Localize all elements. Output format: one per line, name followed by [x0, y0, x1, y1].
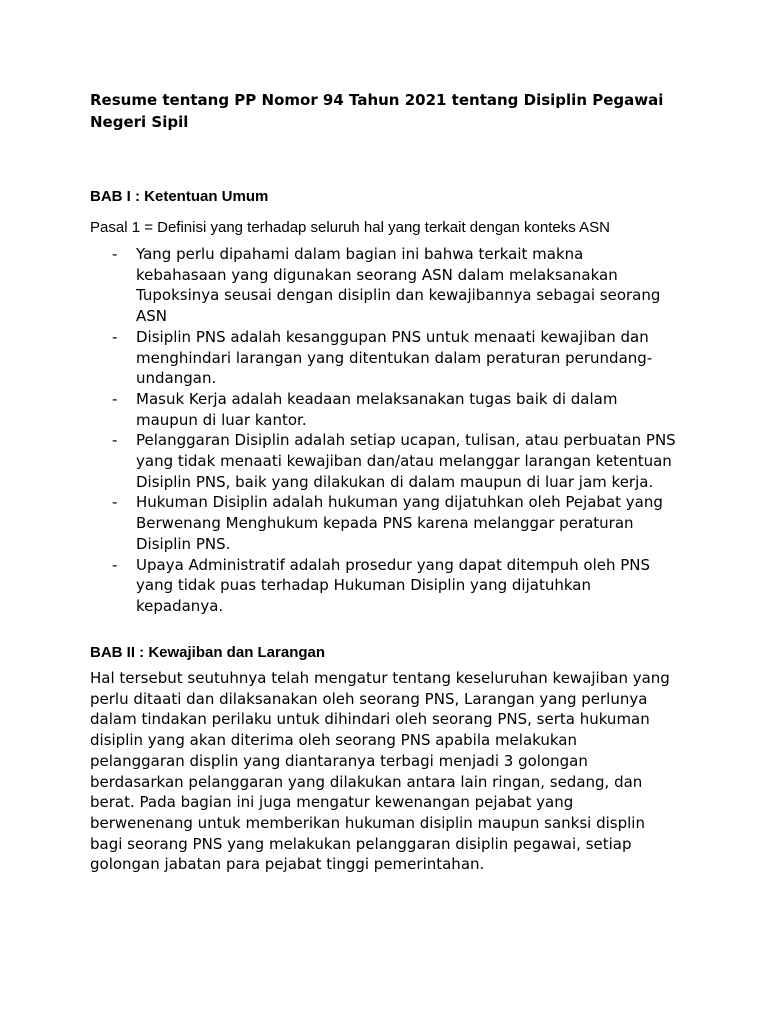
- list-item-line: maupun di luar kantor.: [136, 410, 307, 429]
- list-item-line: undangan.: [136, 369, 217, 388]
- bab2-heading: BAB II : Kewajiban dan Larangan: [90, 644, 326, 661]
- definition-list: [90, 244, 690, 617]
- list-item-line: menghindari larangan yang ditentukan dalam peraturan perundang-: [136, 348, 653, 367]
- list-item-line: kebahasaan yang digunakan seorang ASN dalam melaksanakan: [136, 265, 618, 284]
- list-item-line: Masuk Kerja adalah keadaan melaksanakan tugas baik di dalam: [136, 389, 618, 408]
- bullet-dash: -: [112, 493, 118, 512]
- bullet-dash: -: [112, 245, 118, 263]
- bab2-paragraph: [90, 668, 690, 875]
- paragraph-line: berat. Pada bagian ini juga mengatur kewenangan pejabat yang: [90, 793, 574, 812]
- list-item-line: ASN: [136, 307, 168, 326]
- document-title-line: Resume tentang PP Nomor 94 Tahun 2021 tentang Disiplin Pegawai: [90, 91, 664, 109]
- paragraph-line: perlu ditaati dan dilaksanakan oleh seorang PNS, Larangan yang perlunya: [90, 689, 648, 708]
- list-item: [90, 389, 690, 430]
- list-item: [90, 327, 690, 389]
- list-item-line: Hukuman Disiplin adalah hukuman yang dijatuhkan oleh Pejabat yang: [136, 493, 663, 512]
- list-item-line: Pelanggaran Disiplin adalah setiap ucapan, tulisan, atau perbuatan PNS: [136, 431, 676, 450]
- paragraph-line: disiplin yang akan diterima oleh seorang PNS apabila melakukan: [90, 731, 578, 750]
- bab1-heading: BAB I : Ketentuan Umum: [90, 188, 269, 205]
- bullet-dash: -: [112, 431, 118, 450]
- list-item: [90, 555, 690, 617]
- list-item-line: Berwenang Menghukum kepada PNS karena melanggar peraturan: [136, 514, 634, 533]
- document-title: [90, 89, 690, 133]
- list-item-line: kepadanya.: [136, 596, 224, 615]
- list-item-line: yang tidak puas terhadap Hukuman Disiplin yang dijatuhkan: [136, 576, 591, 595]
- bullet-dash: -: [112, 389, 118, 408]
- list-item-line: Disiplin PNS.: [136, 534, 231, 553]
- list-item-line: Disiplin PNS, baik yang dilakukan di dalam maupun di luar jam kerja.: [136, 472, 654, 491]
- paragraph-line: pelanggaran displin yang diantaranya terbagi menjadi 3 golongan: [90, 751, 588, 770]
- list-item: [90, 430, 690, 492]
- bullet-dash: -: [112, 327, 118, 346]
- paragraph-line: berdasarkan pelanggaran yang dilakukan antara lain ringan, sedang, dan: [90, 772, 643, 791]
- bullet-dash: -: [112, 555, 118, 574]
- pasal-1-definition: Pasal 1 = Definisi yang terhadap seluruh hal yang terkait dengan konteks ASN: [90, 219, 610, 236]
- paragraph-line: golongan jabatan para pejabat tinggi pemerintahan.: [90, 855, 485, 874]
- list-item-line: Yang perlu dipahami dalam bagian ini bahwa terkait makna: [136, 245, 584, 263]
- paragraph-line: berwenenang untuk memberikan hukuman disiplin maupun sanksi displin: [90, 813, 645, 832]
- paragraph-line: Hal tersebut seutuhnya telah mengatur tentang keseluruhan kewajiban yang: [90, 669, 670, 687]
- list-item: [90, 492, 690, 554]
- list-item-line: Upaya Administratif adalah prosedur yang dapat ditempuh oleh PNS: [136, 555, 651, 574]
- list-item: [90, 244, 690, 327]
- paragraph-line: bagi seorang PNS yang melakukan pelanggaran disiplin pegawai, setiap: [90, 834, 632, 853]
- document-title-line: Negeri Sipil: [90, 113, 189, 131]
- paragraph-line: dalam tindakan perilaku untuk dihindari oleh seorang PNS, serta hukuman: [90, 710, 650, 729]
- list-item-line: Disiplin PNS adalah kesanggupan PNS untuk menaati kewajiban dan: [136, 327, 649, 346]
- list-item-line: Tupoksinya seusai dengan disiplin dan kewajibannya sebagai seorang: [136, 286, 661, 305]
- list-item-line: yang tidak menaati kewajiban dan/atau melanggar larangan ketentuan: [136, 452, 672, 471]
